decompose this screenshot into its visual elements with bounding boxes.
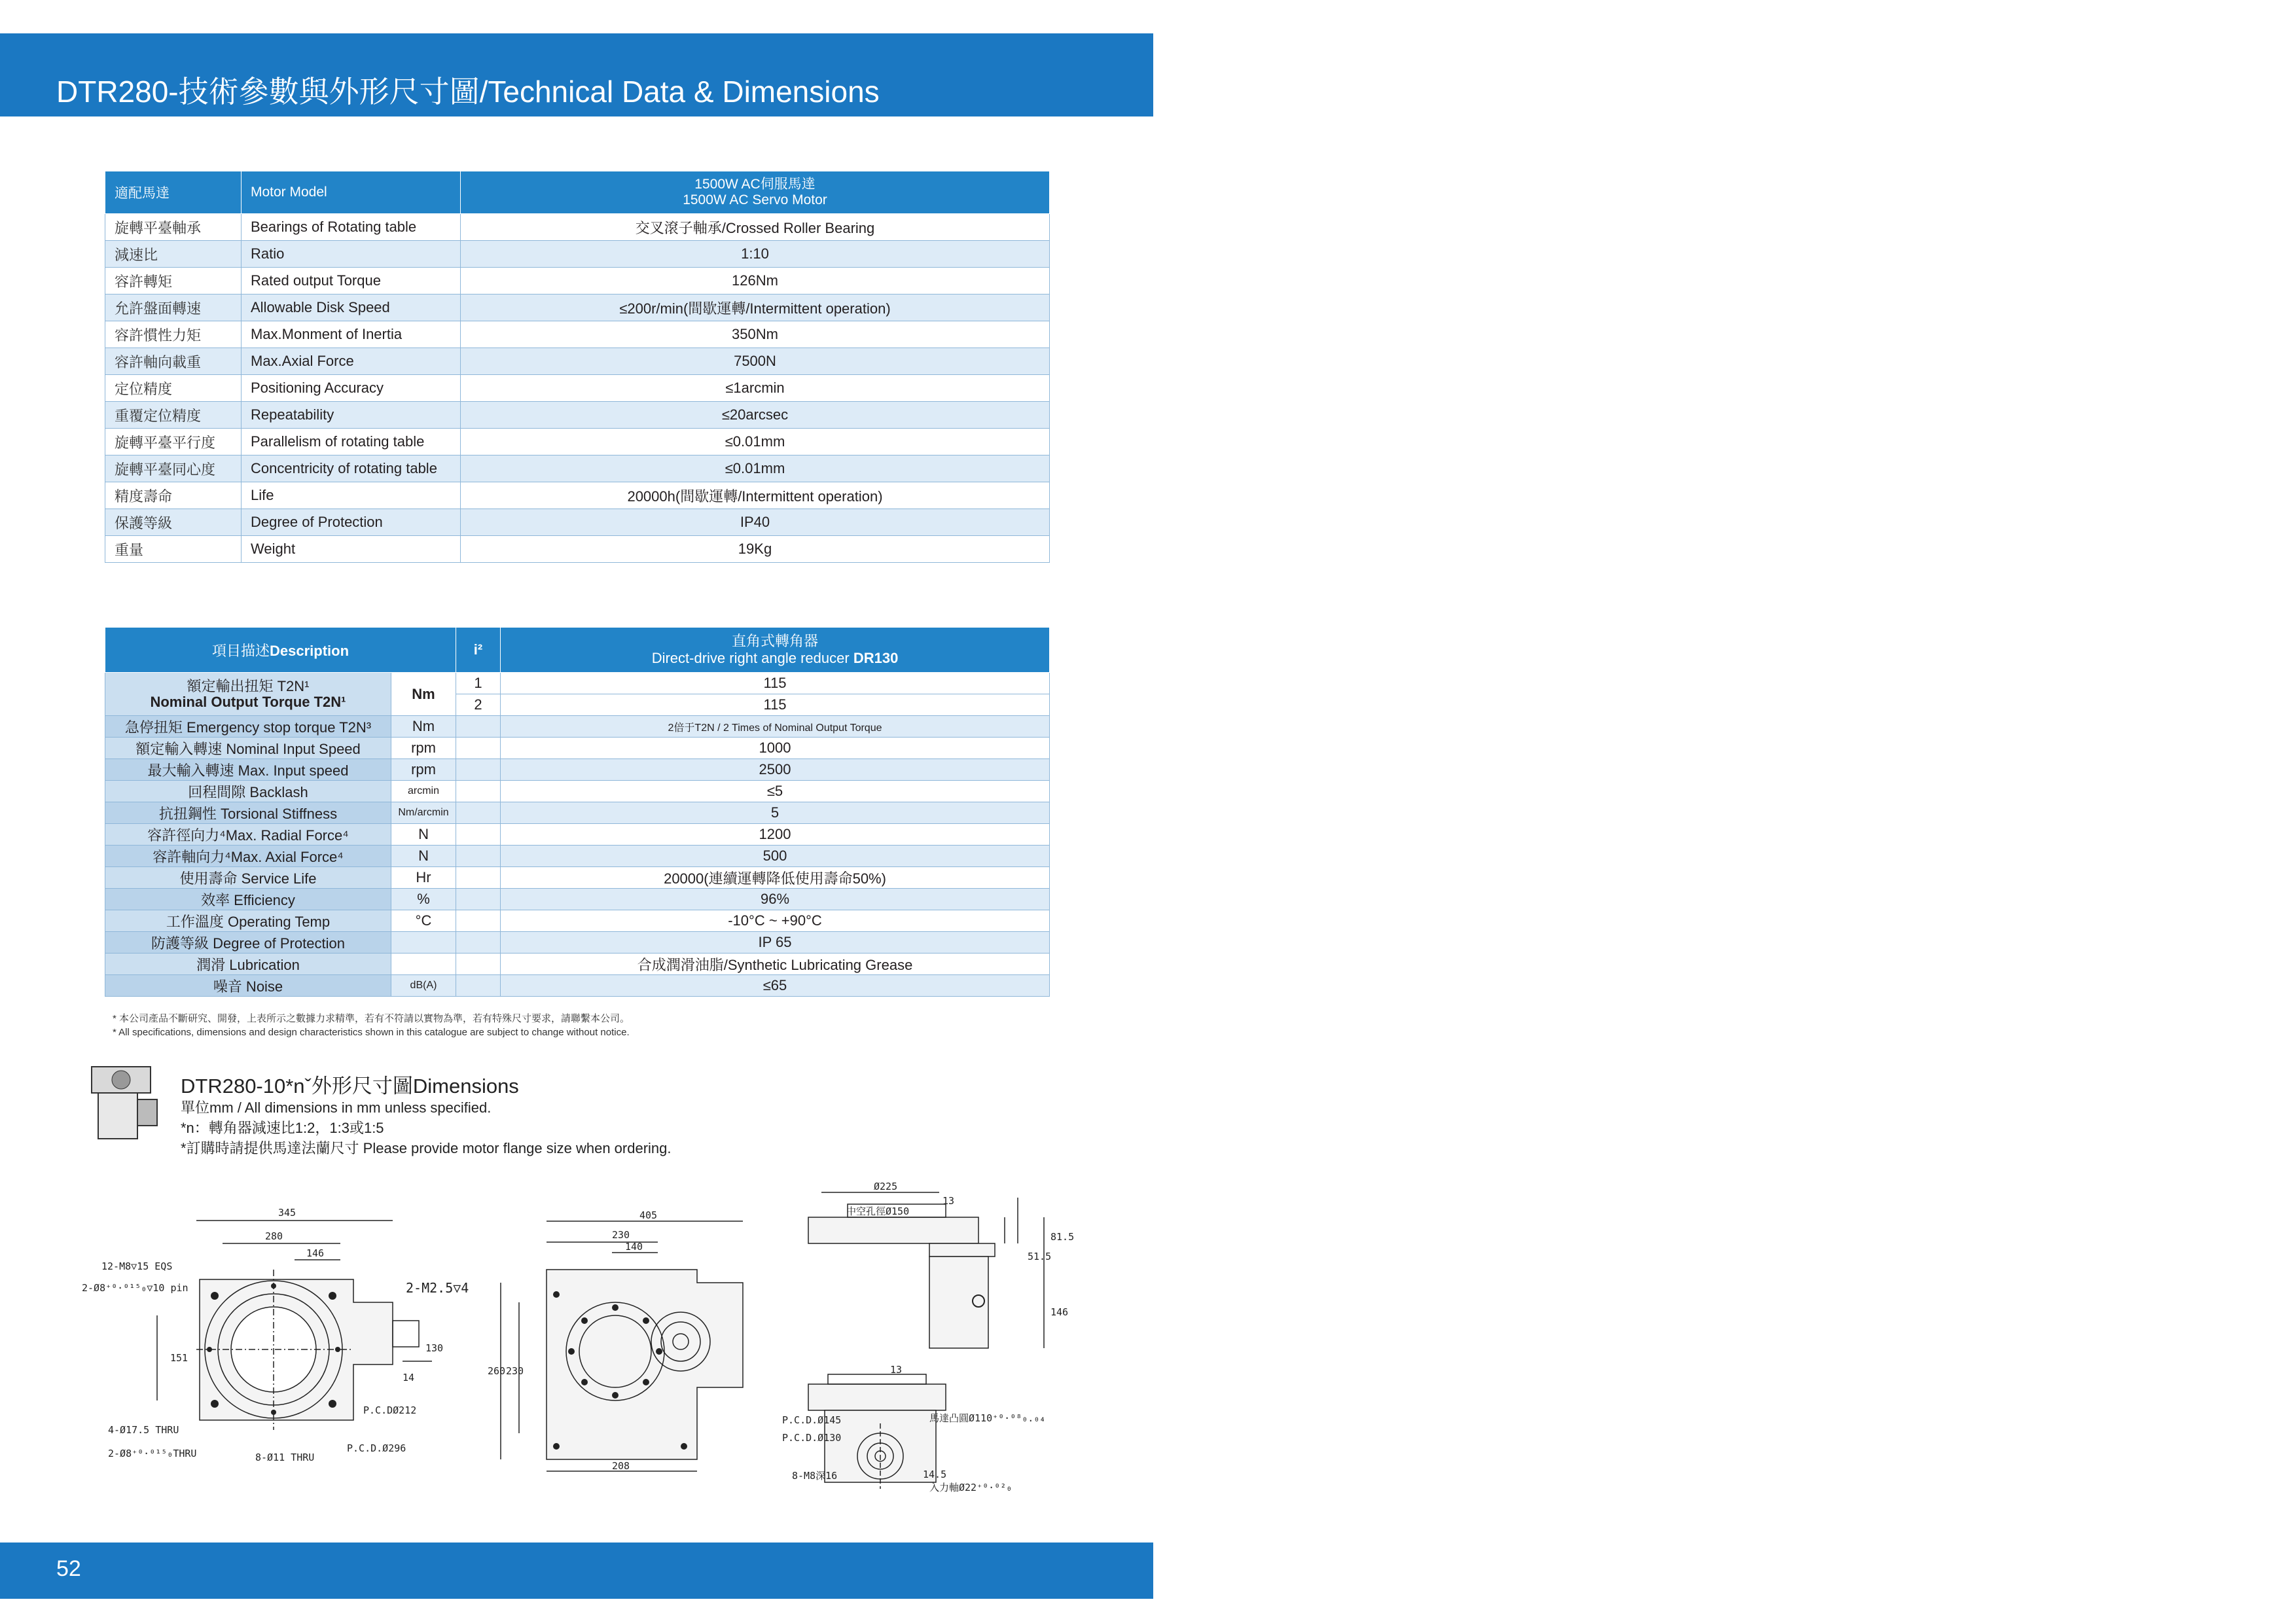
product-thumbnail: [79, 1060, 164, 1152]
row-value: ≤1arcmin: [461, 375, 1050, 402]
row-value: 2倍于T2N / 2 Times of Nominal Output Torque: [501, 716, 1050, 738]
row-unit: rpm: [391, 738, 456, 759]
description-header: [105, 628, 456, 673]
row-label: 抗扭鋼性 Torsional Stiffness: [105, 802, 391, 824]
table-row: [105, 455, 1050, 482]
product-en: Direct-drive right angle reducer DR130: [651, 650, 899, 666]
row-label: 使用壽命 Service Life: [105, 867, 391, 889]
ratio-cell: [456, 738, 501, 759]
reducer-spec-table: [105, 627, 1050, 997]
page-number: 52: [56, 1556, 81, 1581]
header-zh: 適配馬達: [105, 171, 242, 214]
side-view-drawing: [782, 1178, 1075, 1505]
row-value: 500: [501, 846, 1050, 867]
row-value: 350Nm: [461, 321, 1050, 348]
table-row: [105, 932, 1050, 954]
table-row: [105, 781, 1050, 802]
label-pcd296: P.C.D.Ø296: [347, 1442, 406, 1454]
table-row: [105, 802, 1050, 824]
row-value: -10°C ~ +90°C: [501, 910, 1050, 932]
row-unit: Nm/arcmin: [391, 802, 456, 824]
table-row: [105, 846, 1050, 867]
dim-230-vertical: 230: [506, 1365, 524, 1377]
header-value-zh: 1500W AC伺服馬達: [694, 177, 816, 192]
row-value: 20000h(間歇運轉/Intermittent operation): [461, 482, 1050, 509]
table-row: [105, 294, 1050, 321]
row-unit: rpm: [391, 759, 456, 781]
table-row: [105, 482, 1050, 509]
table-row: [105, 889, 1050, 910]
row-value: 合成潤滑油脂/Synthetic Lubricating Grease: [501, 954, 1050, 975]
row-label-zh: 精度壽命: [105, 482, 242, 509]
row-unit: [391, 932, 456, 954]
table-row: [105, 867, 1050, 889]
row-value: 20000(連續運轉降低使用壽命50%): [501, 867, 1050, 889]
product-header: [501, 628, 1050, 673]
dim-146-vertical: 146: [1050, 1306, 1069, 1318]
header-en: Motor Model: [242, 171, 461, 214]
header-value-en: 1500W AC Servo Motor: [683, 192, 827, 207]
dim-13-bottom: 13: [890, 1364, 903, 1376]
row-label-en: Weight: [242, 536, 461, 563]
table-row: [105, 214, 1050, 241]
table-row: [105, 429, 1050, 455]
row-value: 1000: [501, 738, 1050, 759]
row-unit: N: [391, 846, 456, 867]
row-label: 急停扭矩 Emergency stop torque T2N³: [105, 716, 391, 738]
row-label-en: Repeatability: [242, 402, 461, 429]
dim-130: 130: [425, 1342, 444, 1354]
row-label-zh: 容許軸向載重: [105, 348, 242, 375]
dim-146: 146: [306, 1247, 325, 1259]
ratio-cell: 2: [456, 694, 501, 716]
label-pcd212: P.C.DØ212: [363, 1404, 417, 1416]
row-label-en: Concentricity of rotating table: [242, 455, 461, 482]
ratio-cell: [456, 802, 501, 824]
dim-280: 280: [265, 1230, 283, 1242]
value-cell: 115: [501, 694, 1050, 716]
row-label: 額定輸入轉速 Nominal Input Speed: [105, 738, 391, 759]
ratio-cell: [456, 716, 501, 738]
row-value: ≤200r/min(間歇運轉/Intermittent operation): [461, 294, 1050, 321]
row-value: ≤5: [501, 781, 1050, 802]
row-label: 容許軸向力⁴Max. Axial Force⁴: [105, 846, 391, 867]
row-label-zh: 保護等級: [105, 509, 242, 536]
dim-405: 405: [639, 1209, 658, 1221]
label-m8: 8-M8深16: [792, 1470, 838, 1482]
row-label: 效率 Efficiency: [105, 889, 391, 910]
row-value: 5: [501, 802, 1050, 824]
footer-band: [0, 1543, 1153, 1599]
row-label: 防護等級 Degree of Protection: [105, 932, 391, 954]
nominal-torque-label: 額定輸出扭矩 T2N¹ Nominal Output Torque T2N¹: [105, 673, 391, 716]
row-label-zh: 定位精度: [105, 375, 242, 402]
label-thru1: 4-Ø17.5 THRU: [108, 1424, 179, 1436]
label-shaft: 入力軸Ø22⁺⁰·⁰²₀: [929, 1482, 1013, 1493]
dim-140: 140: [625, 1241, 643, 1253]
table-row: [105, 910, 1050, 932]
ratio-cell: [456, 889, 501, 910]
row-label: 容許徑向力⁴Max. Radial Force⁴: [105, 824, 391, 846]
row-label-en: Degree of Protection: [242, 509, 461, 536]
row-value: 1:10: [461, 241, 1050, 268]
motor-spec-table: [105, 171, 1050, 563]
table-header-row: [105, 628, 1050, 673]
dimensions-ratio-note: *n：轉角器減速比1:2，1:3或1:5: [181, 1120, 384, 1136]
row-label: 噪音 Noise: [105, 975, 391, 997]
row-label: 工作溫度 Operating Temp: [105, 910, 391, 932]
dim-51-5: 51.5: [1028, 1251, 1052, 1262]
row-label-en: Bearings of Rotating table: [242, 214, 461, 241]
ratio-cell: 1: [456, 673, 501, 694]
row-value: 7500N: [461, 348, 1050, 375]
dimensions-order-note: *訂購時請提供馬達法蘭尺寸 Please provide motor flange size when ordering.: [181, 1140, 672, 1156]
page-title: DTR280-技術參數與外形尺寸圖/Technical Data & Dimensions: [56, 75, 880, 109]
row-label-en: Max.Monment of Inertia: [242, 321, 461, 348]
row-unit: Nm: [391, 716, 456, 738]
row-value: 2500: [501, 759, 1050, 781]
row-value: ≤0.01mm: [461, 455, 1050, 482]
label-thru3: 8-Ø11 THRU: [255, 1452, 315, 1463]
row-unit: Hr: [391, 867, 456, 889]
dim-81-5: 81.5: [1050, 1231, 1075, 1243]
row-label-zh: 重覆定位精度: [105, 402, 242, 429]
row-label-en: Life: [242, 482, 461, 509]
row-label-zh: 允許盤面轉速: [105, 294, 242, 321]
table-row: [105, 509, 1050, 536]
row-value: 交叉滾子軸承/Crossed Roller Bearing: [461, 214, 1050, 241]
row-unit: °C: [391, 910, 456, 932]
ratio-cell: [456, 759, 501, 781]
description-zh: 項目描述: [211, 642, 270, 659]
ratio-cell: [456, 910, 501, 932]
row-label-en: Positioning Accuracy: [242, 375, 461, 402]
ratio-cell: [456, 781, 501, 802]
ratio-cell: [456, 867, 501, 889]
label-tap: 2-M2.5▽4: [406, 1280, 469, 1296]
row-label-en: Ratio: [242, 241, 461, 268]
row-label: 潤滑 Lubrication: [105, 954, 391, 975]
dim-230: 230: [612, 1229, 630, 1241]
dim-14: 14: [403, 1372, 415, 1383]
table-row: [105, 348, 1050, 375]
table-row: [105, 241, 1050, 268]
dim-208: 208: [612, 1460, 630, 1472]
value-cell: 115: [501, 673, 1050, 694]
table-row: [105, 673, 1050, 694]
header-value: [461, 171, 1050, 214]
row-value: IP 65: [501, 932, 1050, 954]
label-pin: 2-Ø8⁺⁰·⁰¹⁵₀▽10 pin: [82, 1282, 188, 1294]
table-row: [105, 402, 1050, 429]
ratio-cell: [456, 932, 501, 954]
row-label-zh: 容許慣性力矩: [105, 321, 242, 348]
table-row: [105, 759, 1050, 781]
dimensions-unit-note: 單位mm / All dimensions in mm unless specified.: [181, 1099, 492, 1116]
dim-225: Ø225: [874, 1181, 898, 1192]
row-value: 96%: [501, 889, 1050, 910]
dim-345: 345: [278, 1207, 296, 1219]
label-holes: 12-M8▽15 EQS: [101, 1260, 173, 1272]
row-value: ≤0.01mm: [461, 429, 1050, 455]
row-unit: [391, 954, 456, 975]
label-thru2: 2-Ø8⁺⁰·⁰¹⁵₀THRU: [108, 1448, 197, 1459]
row-value: 1200: [501, 824, 1050, 846]
dim-151: 151: [170, 1352, 188, 1364]
row-label-zh: 容許轉矩: [105, 268, 242, 294]
row-label: 最大輸入轉速 Max. Input speed: [105, 759, 391, 781]
row-label-zh: 減速比: [105, 241, 242, 268]
label-pcd130: P.C.D.Ø130: [782, 1432, 842, 1444]
row-label-en: Parallelism of rotating table: [242, 429, 461, 455]
ratio-header: i²: [456, 628, 501, 673]
description-en: Description: [270, 642, 350, 659]
row-value: IP40: [461, 509, 1050, 536]
table-row: [105, 321, 1050, 348]
row-value: ≤20arcsec: [461, 402, 1050, 429]
table-row: [105, 975, 1050, 997]
dimensions-title: DTR280-10*nˇ外形尺寸圖Dimensions: [181, 1075, 519, 1097]
row-label: 回程間隙 Backlash: [105, 781, 391, 802]
top-view-drawing: [79, 1204, 484, 1486]
ratio-cell: [456, 846, 501, 867]
bottom-view-drawing: [488, 1211, 782, 1479]
ratio-cell: [456, 824, 501, 846]
label-pcd145: P.C.D.Ø145: [782, 1414, 842, 1426]
row-label-zh: 重量: [105, 536, 242, 563]
row-unit: dB(A): [391, 975, 456, 997]
note-en: * All specifications, dimensions and design characteristics shown in this catalogue are subject to change without notice.: [113, 1027, 630, 1038]
ratio-cell: [456, 975, 501, 997]
row-unit: arcmin: [391, 781, 456, 802]
table-row: [105, 375, 1050, 402]
row-label-en: Max.Axial Force: [242, 348, 461, 375]
label-flange: 馬達凸圓Ø110⁺⁰·⁰⁸₀.₀₄: [929, 1412, 1046, 1424]
label-hollow: 中空孔徑Ø150: [846, 1205, 910, 1217]
row-label-zh: 旋轉平臺同心度: [105, 455, 242, 482]
nominal-torque-unit: Nm: [391, 673, 456, 716]
row-label-en: Rated output Torque: [242, 268, 461, 294]
table-header-row: [105, 171, 1050, 214]
table-row: [105, 268, 1050, 294]
dim-260: 260: [488, 1365, 506, 1377]
product-zh: 直角式轉角器: [732, 633, 819, 649]
dim-14-5: 14.5: [923, 1469, 947, 1480]
table-row: [105, 738, 1050, 759]
note-zh: * 本公司產品不斷研究、開發，上表所示之數據力求精準，若有不符請以實物為準，若有特殊尺寸要求，請聯繫本公司。: [113, 1013, 630, 1024]
row-value: 126Nm: [461, 268, 1050, 294]
ratio-cell: [456, 954, 501, 975]
table-row: [105, 954, 1050, 975]
row-value: 19Kg: [461, 536, 1050, 563]
dim-13: 13: [942, 1195, 955, 1207]
table-row: [105, 536, 1050, 563]
row-unit: %: [391, 889, 456, 910]
table-row: [105, 716, 1050, 738]
table-row: [105, 824, 1050, 846]
row-label-zh: 旋轉平臺平行度: [105, 429, 242, 455]
row-label-zh: 旋轉平臺軸承: [105, 214, 242, 241]
row-label-en: Allowable Disk Speed: [242, 294, 461, 321]
row-unit: N: [391, 824, 456, 846]
row-value: ≤65: [501, 975, 1050, 997]
